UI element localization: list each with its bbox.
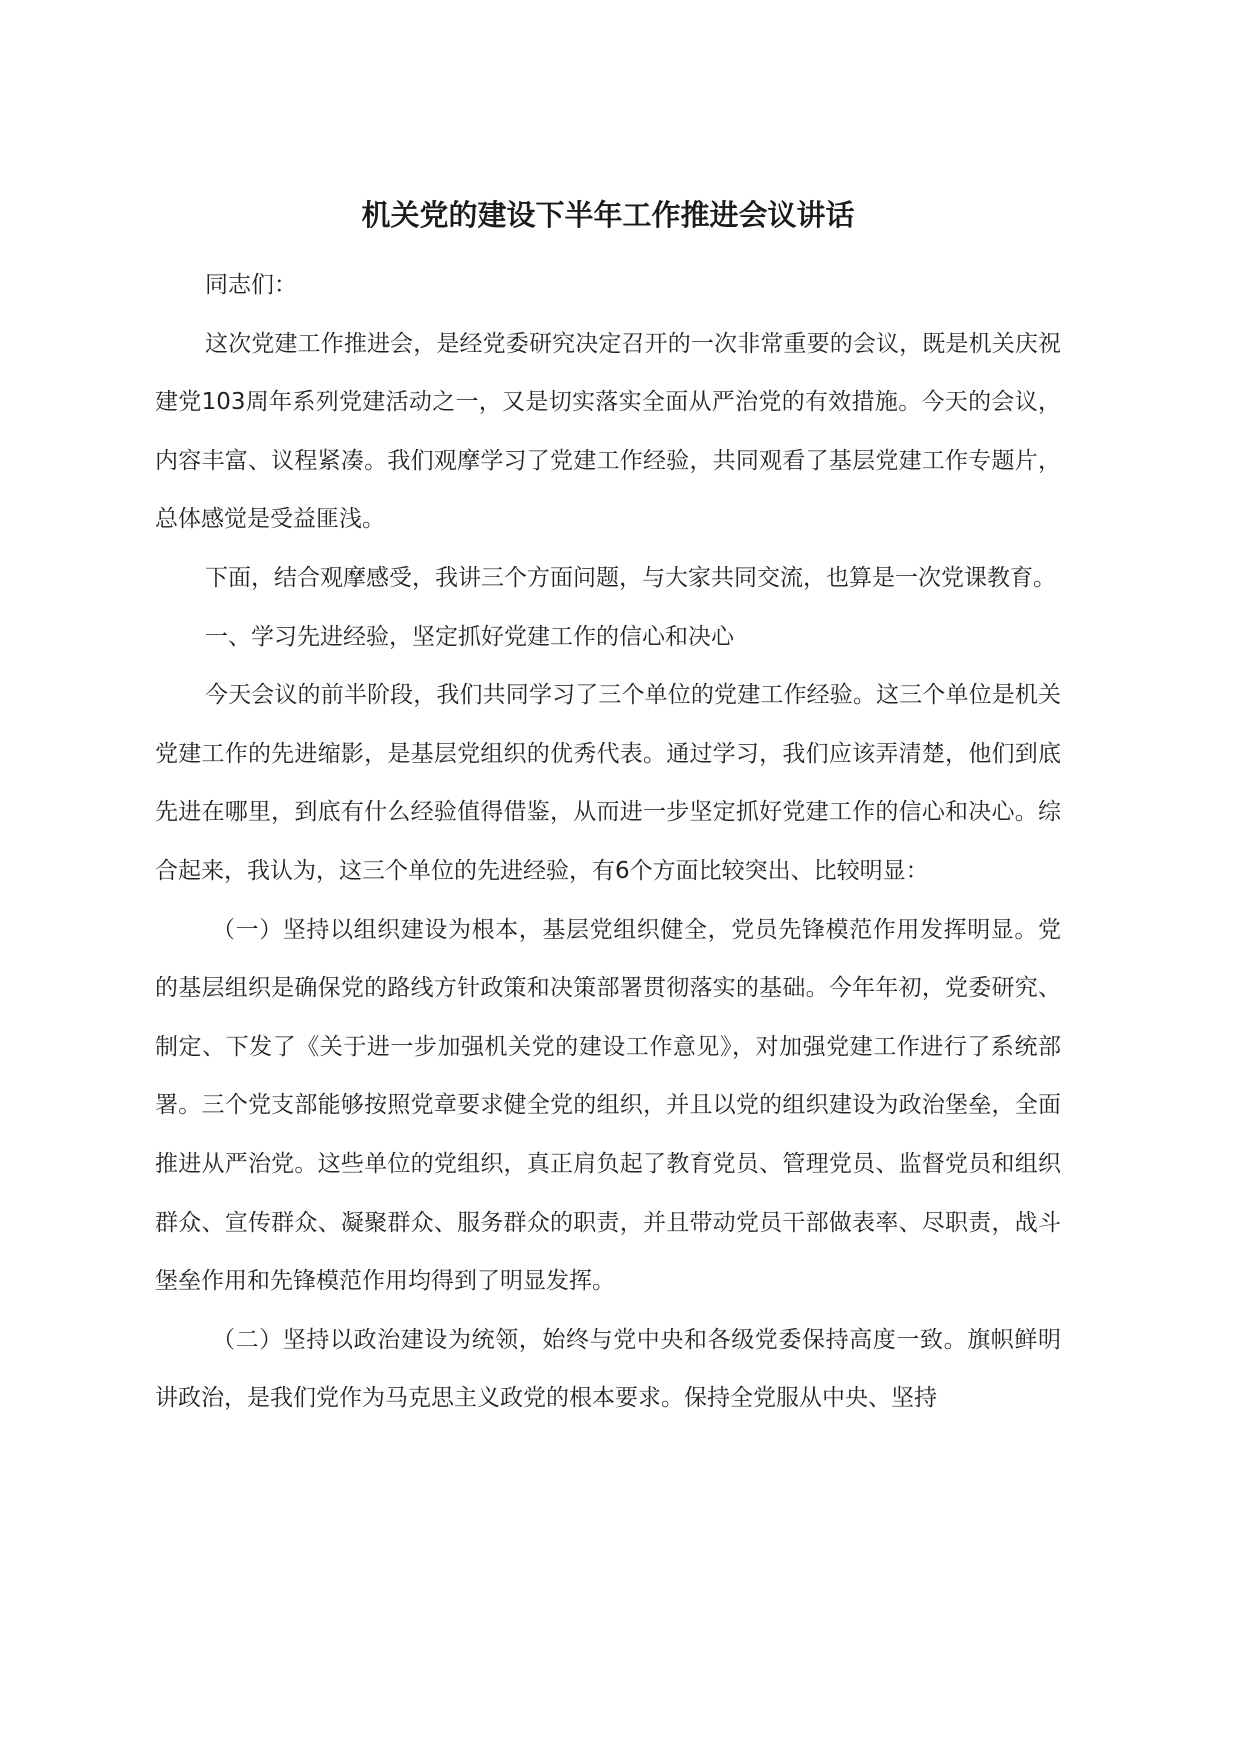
document-body [155,256,1061,1428]
subsection-2-paragraph: （二）坚持以政治建设为统领，始终与党中央和各级党委保持高度一致。旗帜鲜明讲政治，是我们党作为马克思主义政党的根本要求。保持全党服从中央、坚持 [155,1326,1061,1412]
section-heading-1: 一、学习先进经验，坚定抓好党建工作的信心和决心 [205,623,734,650]
outline-paragraph: 下面，结合观摩感受，我讲三个方面问题，与大家共同交流，也算是一次党课教育。 [205,564,1056,591]
section-1-paragraph: 今天会议的前半阶段，我们共同学习了三个单位的党建工作经验。这三个单位是机关党建工作的先进缩影，是基层党组织的优秀代表。通过学习，我们应该弄清楚，他们到底先进在哪里，到底有什么经验值得借鉴，从而进一步坚定抓好党建工作的信心和决心。综合起来，我认为，这三个单位的先进经验，有6个方面比较突出、比较明显： [155,682,1061,884]
salutation-paragraph: 同志们： [205,272,297,298]
intro-paragraph: 这次党建工作推进会，是经党委研究决定召开的一次非常重要的会议，既是机关庆祝建党103周年系列党建活动之一，又是切实落实全面从严治党的有效措施。今天的会议，内容丰富、议程紧凑。我们观摩学习了党建工作经验，共同观看了基层党建工作专题片，总体感觉是受益匪浅。 [155,330,1061,533]
document-title: 机关党的建设下半年工作推进会议讲话 [361,198,855,232]
subsection-1-paragraph: （一）坚持以组织建设为根本，基层党组织健全，党员先锋模范作用发挥明显。党的基层组织是确保党的路线方针政策和决策部署贯彻落实的基础。今年年初，党委研究、制定、下发了《关于进一步加强机关党的建设工作意见》，对加强党建工作进行了系统部署。三个党支部能够按照党章要求健全党的组织，并且以党的组织建设为政治堡垒，全面推进从严治党。这些单位的党组织，真正肩负起了教育党员、管理党员、监督党员和组织群众、宣传群众、凝聚群众、服务群众的职责，并且带动党员干部做表率、尽职责，战斗堡垒作用和先锋模范作用均得到了明显发挥。 [155,916,1061,1295]
